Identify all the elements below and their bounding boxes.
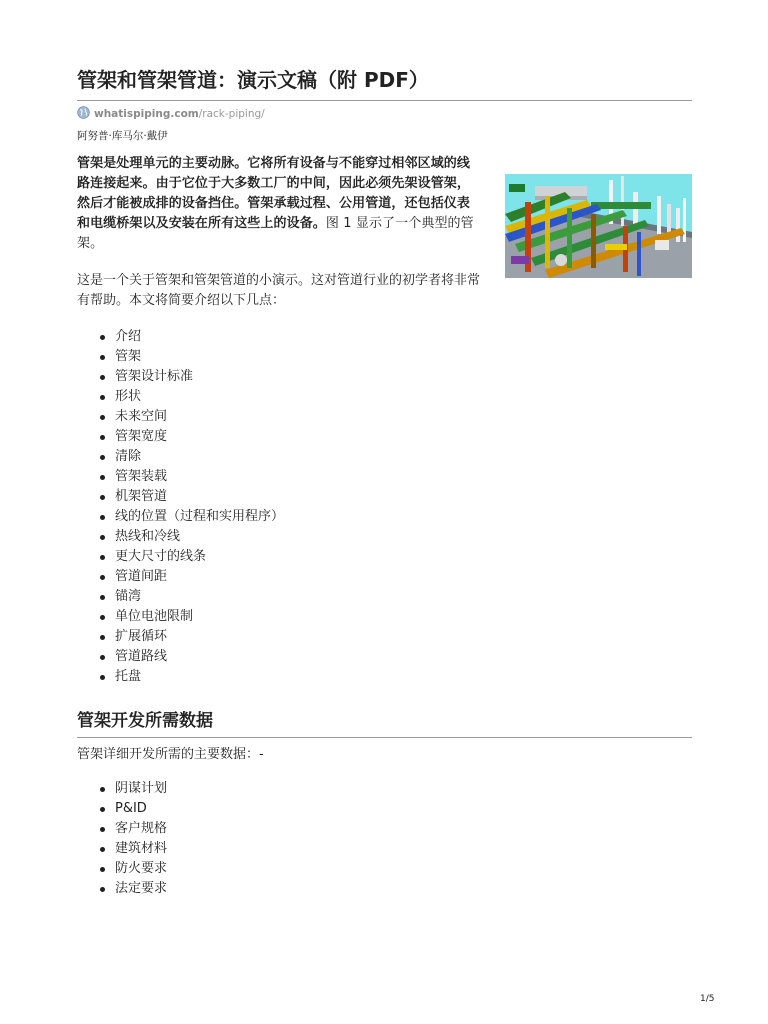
topic-list-item: 机架管道 [77, 487, 284, 507]
topic-list-item: 托盘 [77, 667, 284, 687]
page-title: 管架和管架管道：演示文稿（附 PDF） [77, 68, 429, 92]
topic-list-item: 热线和冷线 [77, 527, 284, 547]
globe-icon [77, 106, 90, 119]
section-lead-paragraph: 管架详细开发所需的主要数据：- [77, 747, 264, 762]
topic-list-item: 管架装载 [77, 467, 284, 487]
source-link[interactable] [77, 106, 265, 120]
page-number: 1/5 [700, 994, 715, 1004]
topic-list-item: 清除 [77, 447, 284, 467]
required-data-item: 法定要求 [77, 879, 167, 899]
section-heading: 管架开发所需数据 [77, 711, 213, 731]
topic-list-item: 管架设计标准 [77, 367, 284, 387]
required-data-item: P&ID [77, 799, 167, 819]
section-divider [77, 737, 692, 738]
intro-paragraph: 这是一个关于管架和管架管道的小演示。这对管道行业的初学者将非常有帮助。本文将简要介绍以下几点： [77, 273, 481, 308]
pipe-rack-figure [505, 174, 692, 278]
lead-bold-text: 管架是处理单元的主要动脉。它将所有设备与不能穿过相邻区域的线路连接起来。由于它位于大多数工厂的中间，因此必须先架设管架，然后才能被成排的设备挡住。管架承载过程、公用管道，还包括仪表和电缆桥架以及安装在所有这些上的设备。 [77, 156, 471, 231]
topic-list-item: 扩展循环 [77, 627, 284, 647]
lead-paragraph [77, 154, 482, 254]
source-path: /rack-piping/ [198, 108, 265, 120]
topic-list-item: 形状 [77, 387, 284, 407]
topic-list-item: 介绍 [77, 327, 284, 347]
required-data-item: 建筑材料 [77, 839, 167, 859]
author-name: 阿努普·库马尔·戴伊 [77, 130, 168, 142]
topic-list [77, 327, 284, 687]
topic-list-item: 更大尺寸的线条 [77, 547, 284, 567]
pipe-rack-illustration [505, 174, 692, 278]
lead-figure-reference: 图 1 显示了一个典型的管架。 [77, 216, 474, 251]
topic-list-item: 线的位置（过程和实用程序） [77, 507, 284, 527]
topic-list-item: 锚湾 [77, 587, 284, 607]
required-data-item: 防火要求 [77, 859, 167, 879]
topic-list-item: 管道间距 [77, 567, 284, 587]
topic-list-item: 管道路线 [77, 647, 284, 667]
required-data-item: 阴谋计划 [77, 779, 167, 799]
source-domain: whatispiping.com [94, 108, 199, 120]
topic-list-item: 管架 [77, 347, 284, 367]
topic-list-item: 管架宽度 [77, 427, 284, 447]
required-data-item: 客户规格 [77, 819, 167, 839]
topic-list-item: 单位电池限制 [77, 607, 284, 627]
title-divider [77, 100, 692, 101]
topic-list-item: 未来空间 [77, 407, 284, 427]
required-data-list [77, 779, 167, 899]
